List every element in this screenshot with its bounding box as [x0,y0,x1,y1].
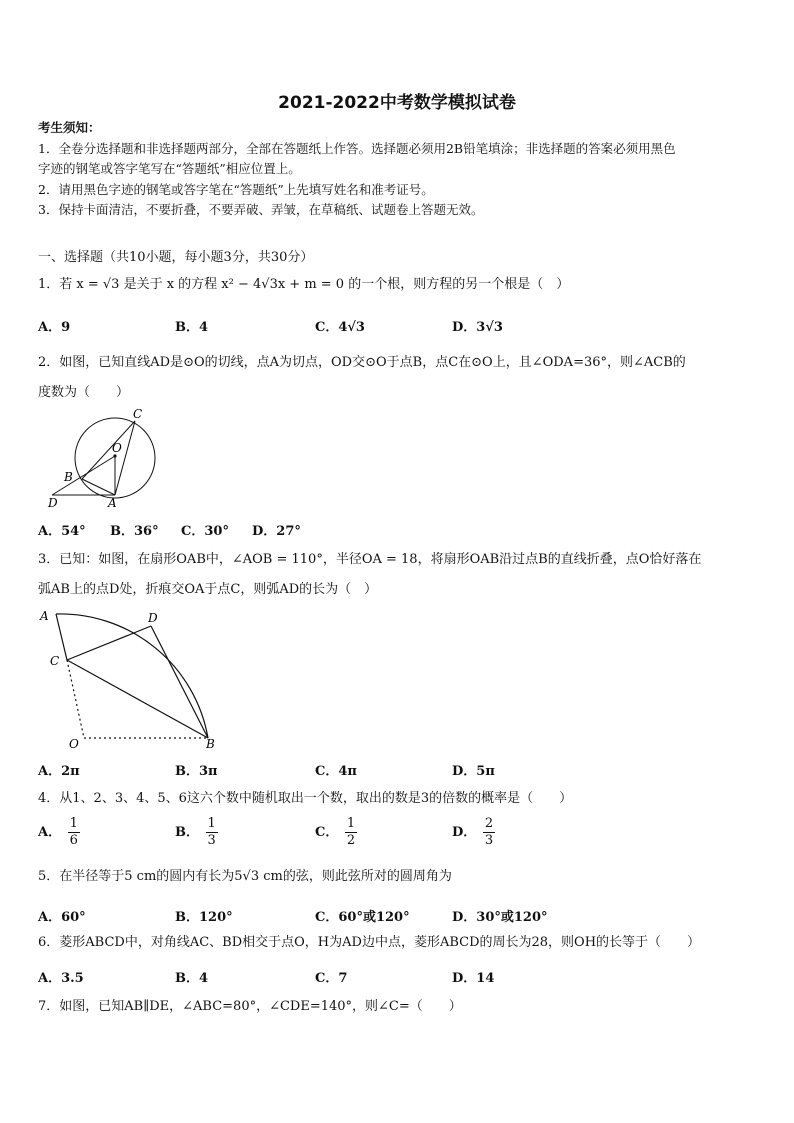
question-3-figure [38,606,228,752]
radius-oa-dashed [67,660,84,738]
notice-line: 2．请用黑色字迹的钢笔或答字笔在“答题纸”上先填写姓名和准考证号。 [38,181,434,197]
candidate-notice [38,118,758,221]
fold-line-cb [67,660,208,738]
numerator: 1 [69,816,78,831]
question-3-line2: 弧AB上的点D处，折痕交OA于点C，则弧AD的长为（ ） [38,582,378,597]
option-d [452,816,495,849]
option-c [315,816,357,849]
question-3-text [38,545,760,605]
option-label: A． [38,825,62,840]
option-b: B．3π [175,764,218,779]
fraction [68,816,80,849]
notice-line: 字迹的钢笔或答字笔写在“答题纸”相应位置上。 [38,161,301,176]
option-c: C．30° [181,524,229,539]
option-b [175,816,218,849]
option-a: A．9 [38,320,71,335]
question-3-line1: 3．已知：如图，在扇形OAB中，∠AOB = 110°，半径OA = 18，将扇形OAB沿过点B的直线折叠，点O恰好落在 [38,552,702,567]
option-a [38,816,80,849]
fraction [206,816,218,849]
label-d: D [48,496,58,510]
option-d: D．27° [252,524,301,539]
option-label: D． [452,825,477,840]
question-2-line1: 2．如图，已知直线AD是⊙O的切线，点A为切点，OD交⊙O于点B，点C在⊙O上，且∠ODA=36°，则∠ACB的 [38,355,686,370]
question-7-text: 7．如图，已知AB∥DE，∠ABC=80°，∠CDE=140°，则∠C=（ ） [38,999,462,1014]
numerator: 1 [346,816,356,831]
numerator: 2 [484,816,494,831]
section-heading: 一、选择题（共10小题，每小题3分，共30分） [38,250,314,265]
option-b: B．4 [175,971,209,986]
option-a: A．54° [38,524,86,539]
question-2-line2: 度数为（ ） [38,385,130,400]
label-d: D [148,611,158,625]
option-c: C．60°或120° [315,910,410,925]
notice-heading: 考生须知： [38,120,101,135]
question-4-text: 4．从1、2、3、4、5、6这六个数中随机取出一个数，取出的数是3的倍数的概率是（ ） [38,791,573,806]
question-1-text: 1．若 x = √3 是关于 x 的方程 x² − 4√3x + m = 0 的一个根，则方程的另一个根是（ ） [38,277,570,292]
option-d: D．30°或120° [452,910,548,925]
option-d: D．14 [452,971,495,986]
label-c: C [50,654,60,668]
question-2-figure [42,408,167,510]
label-b: B [206,737,215,751]
option-a: A．60° [38,910,86,925]
notice-line: 3．保持卡面清洁，不要折叠，不要弄破、弄皱，在草稿纸、试题卷上答题无效。 [38,202,484,217]
page-title: 2021-2022中考数学模拟试卷 [278,93,516,113]
option-a: A．2π [38,764,80,779]
notice-line: 1．全卷分选择题和非选择题两部分，全部在答题纸上作答。选择题必须用2B铅笔填涂；非选择题的答案必须用黑色 [38,140,676,156]
option-b: B．4 [175,320,209,335]
option-c: C．4√3 [315,320,365,335]
option-b: B．120° [175,910,233,925]
option-d: D．5π [452,764,495,779]
label-a: A [40,609,49,623]
denominator: 2 [346,833,356,848]
fraction [483,816,495,849]
denominator: 6 [69,833,78,848]
arc-ab [56,614,208,738]
option-c: C．7 [315,971,348,986]
label-o: O [69,737,79,751]
denominator: 3 [207,833,216,848]
question-6-text: 6．菱形ABCD中，对角线AC、BD相交于点O，H为AD边中点，菱形ABCD的周长为28，则OH的长等于（ ） [38,935,701,950]
fraction [345,816,357,849]
segment-db [151,626,208,738]
label-c: C [133,408,143,421]
question-5-text: 5．在半径等于5 cm的圆内有长为5√3 cm的弦，则此弦所对的圆周角为 [38,869,452,884]
denominator: 3 [484,833,494,848]
numerator: 1 [207,816,216,831]
option-label: C． [315,825,339,840]
option-a: A．3.5 [38,971,84,986]
label-a: A [108,496,117,510]
option-label: B． [175,825,199,840]
question-2-text [38,348,760,408]
option-d: D．3√3 [452,320,503,335]
option-b: B．36° [110,524,159,539]
label-o: O [112,441,122,455]
label-b: B [64,470,73,484]
segment-od [52,456,115,495]
option-c: C．4π [315,764,357,779]
segment-cd [67,626,151,660]
